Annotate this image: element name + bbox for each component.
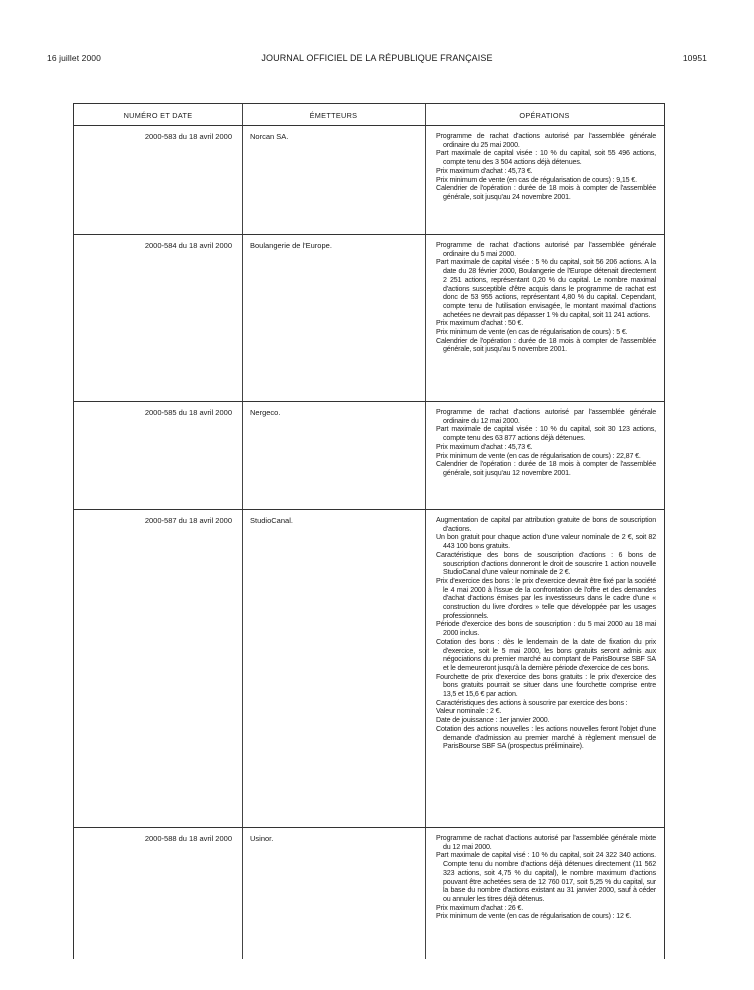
operation-paragraph: Valeur nominale : 2 €. [436, 707, 502, 716]
operation-paragraph: Fourchette de prix d'exercice des bons gratuits : le prix d'exercice des bons gratuits pourrait se situer dans une fourchette comprise entre 13,5 et 15,6 € par action. [436, 672, 656, 699]
operation-paragraph: Prix minimum de vente (en cas de régularisation de cours) : 12 €. [436, 912, 632, 921]
row-emetteur: Usinor. [250, 834, 274, 843]
row-emetteur: Boulangerie de l'Europe. [250, 241, 332, 250]
column-header-operations: OPÉRATIONS [519, 111, 570, 120]
operation-paragraph: Prix maximum d'achat : 50 €. [436, 319, 524, 328]
row-numero: 2000-583 du 18 avril 2000 [144, 132, 232, 141]
operation-paragraph: Cotation des bons : dès le lendemain de la date de fixation du prix d'exercice, soit le 5 mai 2000, les bons gratuits seront admis aux négociations du premier marché au comptant de ParisBourse SBF SA et le demeureront jusqu'à la dernière période d'exercice de ces bons. [436, 637, 656, 672]
operation-paragraph: Prix minimum de vente (en cas de régularisation de cours) : 22,87 €. [436, 451, 641, 460]
operation-paragraph: Cotation des actions nouvelles : les actions nouvelles feront l'objet d'une demande d'admission au premier marché à règlement mensuel de ParisBourse SBF SA (prospectus préliminaire). [436, 724, 656, 751]
row-operations [436, 241, 656, 354]
operation-paragraph: Prix minimum de vente (en cas de régularisation de cours) : 9,15 €. [436, 175, 637, 184]
page-number: 10951 [682, 53, 707, 63]
row-numero: 2000-585 du 18 avril 2000 [144, 408, 232, 417]
row-numero: 2000-587 du 18 avril 2000 [144, 516, 232, 525]
row-operations [436, 132, 656, 202]
operation-paragraph: Programme de rachat d'actions autorisé par l'assemblée générale ordinaire du 5 mai 2000. [436, 241, 656, 258]
operation-paragraph: Date de jouissance : 1er janvier 2000. [436, 716, 550, 725]
operation-paragraph: Programme de rachat d'actions autorisé par l'assemblée générale ordinaire du 12 mai 2000. [436, 408, 656, 425]
row-numero: 2000-584 du 18 avril 2000 [144, 241, 232, 250]
operation-paragraph: Calendrier de l'opération : durée de 18 mois à compter de l'assemblée générale, soit jusqu'au 24 novembre 2001. [436, 184, 656, 201]
operation-paragraph: Prix maximum d'achat : 45,73 €. [436, 442, 533, 451]
column-header-emetteurs: ÉMETTEURS [309, 111, 358, 120]
row-operations [436, 516, 656, 751]
table-header [74, 104, 664, 126]
operation-paragraph: Part maximale de capital visée : 5 % du capital, soit 56 206 actions. A la date du 28 février 2000, Boulangerie de l'Europe détenait directement 2 251 actions, représentant 0,20 % du capital. Le nombre maximal d'actions susceptible d'être acquis dans le programme de rachat est donc de 53 955 actions, représentant 4,80 % du capital. Cependant, compte tenu de l'utilisation envisagée, le montant maximal d'actions achetées ne devrait pas dépasser 1 % du capital, soit 11 241 actions. [436, 258, 656, 319]
row-operations [436, 408, 656, 478]
row-numero: 2000-588 du 18 avril 2000 [144, 834, 232, 843]
operation-paragraph: Part maximale de capital visée : 10 % du capital, soit 30 123 actions, compte tenu des 63 877 actions déjà détenues. [436, 425, 656, 443]
operation-paragraph: Part maximale de capital visé : 10 % du capital, soit 24 322 340 actions. Compte tenu du nombre d'actions déjà détenues directement (11 562 323 actions, soit 4,75 % du capital), le nombre maximum d'actions pouvant être achetées sera de 12 760 017, soit 5,25 % du capital, sur la base du nombre d'actions existant au 31 janvier 2000, sauf à céder ou annuler les titres déjà détenus. [436, 851, 656, 903]
table-row [74, 509, 664, 828]
table-row [74, 827, 664, 960]
row-emetteur: Norcan SA. [250, 132, 289, 141]
operation-paragraph: Programme de rachat d'actions autorisé par l'assemblée générale ordinaire du 25 mai 2000. [436, 132, 656, 149]
operation-paragraph: Période d'exercice des bons de souscription : du 5 mai 2000 au 18 mai 2000 inclus. [436, 620, 656, 638]
operation-paragraph: Un bon gratuit pour chaque action d'une valeur nominale de 2 €, soit 82 443 100 bons gratuits. [436, 533, 656, 551]
operation-paragraph: Prix minimum de vente (en cas de régularisation de cours) : 5 €. [436, 328, 628, 337]
operation-paragraph: Calendrier de l'opération : durée de 18 mois à compter de l'assemblée générale, soit jusqu'au 5 novembre 2001. [436, 336, 656, 354]
operation-paragraph: Prix maximum d'achat : 45,73 €. [436, 166, 533, 175]
row-operations [436, 834, 656, 921]
operation-paragraph: Prix maximum d'achat : 26 €. [436, 903, 524, 912]
table-row [74, 401, 664, 510]
operation-paragraph: Part maximale de capital visée : 10 % du capital, soit 55 496 actions, compte tenu des 3 504 actions déjà détenues. [436, 149, 656, 167]
operation-paragraph: Prix d'exercice des bons : le prix d'exercice devrait être fixé par la société le 4 mai 2000 à l'issue de la confrontation de l'offre et des demandes d'achat d'actions émises par les investisseurs dans le cadre d'une « construction du livre d'ordres » telle que développée par les usages professionnels. [436, 576, 656, 620]
operations-table [73, 103, 665, 959]
operation-paragraph: Caractéristiques des actions à souscrire par exercice des bons : [436, 698, 628, 707]
column-header-numero: NUMÉRO ET DATE [123, 111, 193, 120]
table-row [74, 234, 664, 402]
publication-date: 16 juillet 2000 [47, 53, 101, 63]
running-head [47, 53, 707, 67]
operation-paragraph: Calendrier de l'opération : durée de 18 mois à compter de l'assemblée générale, soit jusqu'au 12 novembre 2001. [436, 460, 656, 477]
row-emetteur: StudioCanal. [250, 516, 293, 525]
operation-paragraph: Programme de rachat d'actions autorisé par l'assemblée générale mixte du 12 mai 2000. [436, 834, 656, 851]
operation-paragraph: Augmentation de capital par attribution gratuite de bons de souscription d'actions. [436, 516, 656, 533]
journal-title: JOURNAL OFFICIEL DE LA RÉPUBLIQUE FRANÇAISE [261, 53, 493, 63]
row-emetteur: Nergeco. [250, 408, 281, 417]
operation-paragraph: Caractéristique des bons de souscription d'actions : 6 bons de souscription d'actions donneront le droit de souscrire 1 action nouvelle StudioCanal d'une valeur nominale de 2 €. [436, 550, 656, 577]
table-row [74, 126, 664, 234]
